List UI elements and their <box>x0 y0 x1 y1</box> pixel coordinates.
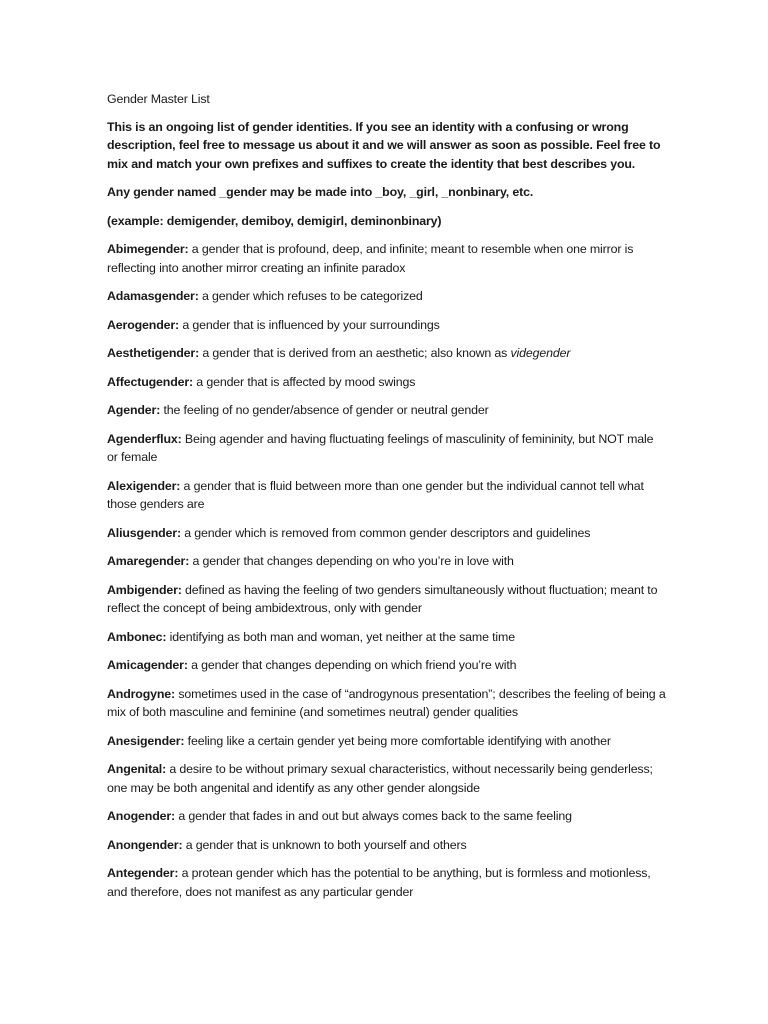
entry-definition: the feeling of no gender/absence of gender or neutral gender <box>160 403 489 417</box>
entry-term: Anongender: <box>107 837 183 852</box>
entry-definition: a gender that is influenced by your surroundings <box>179 317 440 332</box>
entry-term: Affectugender: <box>107 374 194 389</box>
entry-term: Aesthetigender: <box>107 346 200 360</box>
intro-naming-rule: Any gender named _gender may be made into _boy, _girl, _nonbinary, etc. <box>107 185 534 199</box>
entry-agender <box>107 401 667 420</box>
entry-anesigender <box>107 732 667 751</box>
entry-term: Antegender: <box>107 866 179 880</box>
document-title: Gender Master List <box>107 92 210 106</box>
entry-definition: defined as having the feeling of two genders simultaneously without fluctuation; meant to reflect the concept of being ambidextrous, only with gender <box>107 582 658 615</box>
entry-definition: a gender that changes depending on which friend you’re with <box>187 658 517 672</box>
entry-aesthetigender <box>107 344 667 363</box>
entry-term: Aerogender: <box>107 317 180 332</box>
entry-term: Amaregender: <box>107 554 190 568</box>
entry-abimegender <box>107 240 667 277</box>
entry-definition: a gender that is unknown to both yourself and others <box>182 837 467 852</box>
intro-example: (example: demigender, demiboy, demigirl, deminonbinary) <box>107 213 442 228</box>
entry-definition: a gender which is removed from common gender descriptors and guidelines <box>180 525 591 540</box>
entry-agenderflux <box>107 430 667 467</box>
entry-antegender <box>107 864 667 901</box>
entry-definition: a gender that is profound, deep, and infinite; meant to resemble when one mirror is reflecting into another mirror creating an infinite paradox <box>107 242 634 275</box>
entry-term: Angenital: <box>107 762 167 776</box>
entry-term: Androgyne: <box>107 686 176 701</box>
entry-term: Abimegender: <box>107 242 189 256</box>
entry-definition-italic: videgender <box>510 346 571 360</box>
entry-androgyne <box>107 685 667 722</box>
entry-term: Amicagender: <box>107 658 188 672</box>
entry-term: Ambonec: <box>107 629 167 644</box>
entry-angenital <box>107 760 667 797</box>
entry-term: Agenderflux: <box>107 431 182 446</box>
entry-amicagender <box>107 656 667 675</box>
document-page <box>107 90 667 911</box>
entry-definition: feeling like a certain gender yet being more comfortable identifying with another <box>184 733 611 748</box>
entry-term: Ambigender: <box>107 582 182 597</box>
entry-amaregender <box>107 552 667 571</box>
entry-term: Anesigender: <box>107 733 185 748</box>
entry-definition: a desire to be without primary sexual characteristics, without necessarily being genderless; one may be both angenital and identify as any other gender alongside <box>107 762 653 795</box>
entry-term: Agender: <box>107 403 161 417</box>
entry-term: Adamasgender: <box>107 289 199 303</box>
entry-definition: a protean gender which has the potential to be anything, but is formless and motionless, and therefore, does not manifest as any particular gender <box>107 866 651 899</box>
entry-adamasgender <box>107 287 667 306</box>
entry-definition: a gender which refuses to be categorized <box>198 289 423 303</box>
entry-definition: identifying as both man and woman, yet neither at the same time <box>166 629 515 644</box>
entry-term: Aliusgender: <box>107 525 181 540</box>
entry-alexigender <box>107 477 667 514</box>
entry-affectugender <box>107 373 667 392</box>
intro-paragraph: This is an ongoing list of gender identities. If you see an identity with a confusing or wrong description, feel free to message us about it and we will answer as soon as possible. Feel free to mix and match your own prefixes and suffixes to create the identity that best describes you. <box>107 119 661 171</box>
entry-term: Anogender: <box>107 809 176 823</box>
entry-definition: a gender that changes depending on who you’re in love with <box>189 554 514 568</box>
entry-anongender <box>107 836 667 855</box>
entry-definition: a gender that is fluid between more than one gender but the individual cannot tell what those genders are <box>107 478 644 511</box>
entry-ambigender <box>107 581 667 618</box>
entry-definition: Being agender and having fluctuating feelings of masculinity of femininity, but NOT male or female <box>107 431 654 464</box>
entry-definition: sometimes used in the case of “androgynous presentation”; describes the feeling of being a mix of both masculine and feminine (and sometimes neutral) gender qualities <box>107 686 666 719</box>
entry-anogender <box>107 807 667 826</box>
entry-definition: a gender that is affected by mood swings <box>193 374 416 389</box>
entry-aerogender <box>107 316 667 335</box>
entry-aliusgender <box>107 524 667 543</box>
entry-term: Alexigender: <box>107 478 181 493</box>
entry-ambonec <box>107 628 667 647</box>
entry-definition: a gender that fades in and out but always comes back to the same feeling <box>175 809 572 823</box>
entry-definition: a gender that is derived from an aesthetic; also known as <box>199 346 511 360</box>
